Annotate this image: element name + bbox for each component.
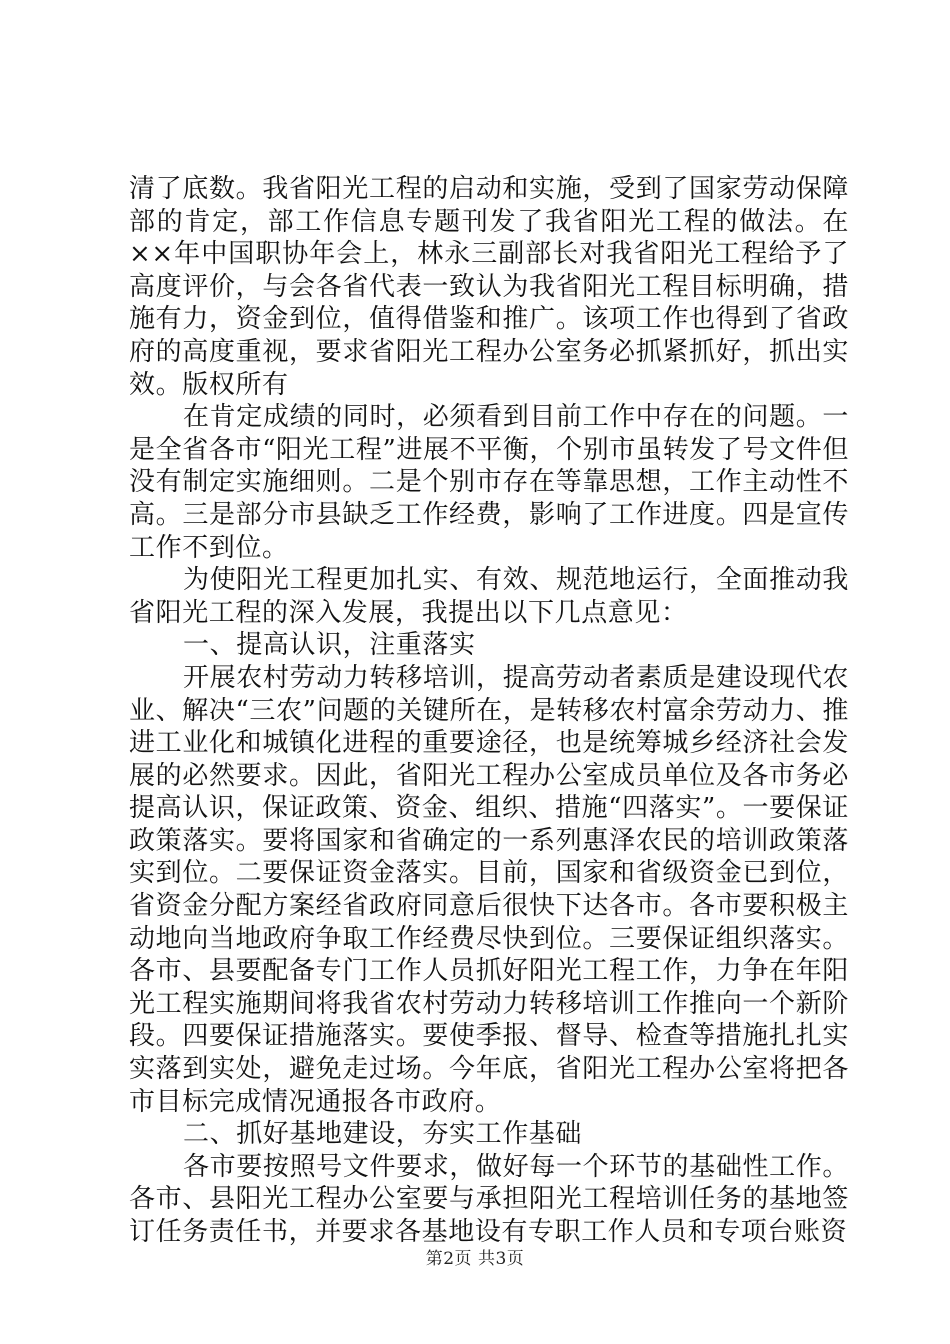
section-heading-2: 二、抓好基地建设，夯实工作基础 bbox=[183, 1119, 583, 1150]
paragraph-opinions-intro: 为使阳光工程更加扎实、有效、规范地运行，全面推动我省阳光工程的深入发展，我提出以下几点意见： bbox=[129, 565, 849, 628]
paragraph-continuation: 清了底数。我省阳光工程的启动和实施，受到了国家劳动保障部的肯定，部工作信息专题刊发了我省阳光工程的做法。在××年中国职协年会上，林永三副部长对我省阳光工程给予了高度评价，与会各省代表一致认为我省阳光工程目标明确，措施有力，资金到位，值得借鉴和推广。该项工作也得到了省政府的高度重视，要求省阳光工程办公室务必抓紧抓好，抓出实效。版权所有 bbox=[129, 174, 849, 400]
page-number-footer: 第2页 共3页 bbox=[425, 1249, 525, 1269]
document-body bbox=[129, 173, 849, 1249]
paragraph-problems: 在肯定成绩的同时，必须看到目前工作中存在的问题。一是全省各市“阳光工程”进展不平衡，个别市虽转发了号文件但没有制定实施细则。二是个别市存在等靠思想，工作主动性不高。三是部分市县缺乏工作经费，影响了工作进度。四是宣传工作不到位。 bbox=[129, 402, 849, 563]
section-heading-1: 一、提高认识，注重落实 bbox=[183, 630, 476, 661]
paragraph-section-2: 各市要按照号文件要求，做好每一个环节的基础性工作。各市、县阳光工程办公室要与承担阳光工程培训任务的基地签订任务责任书，并要求各基地设有专职工作人员和专项台账资 bbox=[129, 1151, 849, 1247]
paragraph-section-1: 开展农村劳动力转移培训，提高劳动者素质是建设现代农业、解决“三农”问题的关键所在，是转移农村富余劳动力、推进工业化和城镇化进程的重要途径，也是统筹城乡经济社会发展的必然要求。因此，省阳光工程办公室成员单位及各市务必提高认识，保证政策、资金、组织、措施“四落实”。一要保证政策落实。要将国家和省确定的一系列惠泽农民的培训政策落实到位。二要保证资金落实。目前，国家和省级资金已到位，省资金分配方案经省政府同意后很快下达各市。各市要积极主动地向当地政府争取工作经费尽快到位。三要保证组织落实。各市、县要配备专门工作人员抓好阳光工程工作，力争在年阳光工程实施期间将我省农村劳动力转移培训工作推向一个新阶段。四要保证措施落实。要使季报、督导、检查等措施扎扎实实落到实处，避免走过场。今年底，省阳光工程办公室将把各市目标完成情况通报各市政府。 bbox=[129, 662, 849, 1117]
